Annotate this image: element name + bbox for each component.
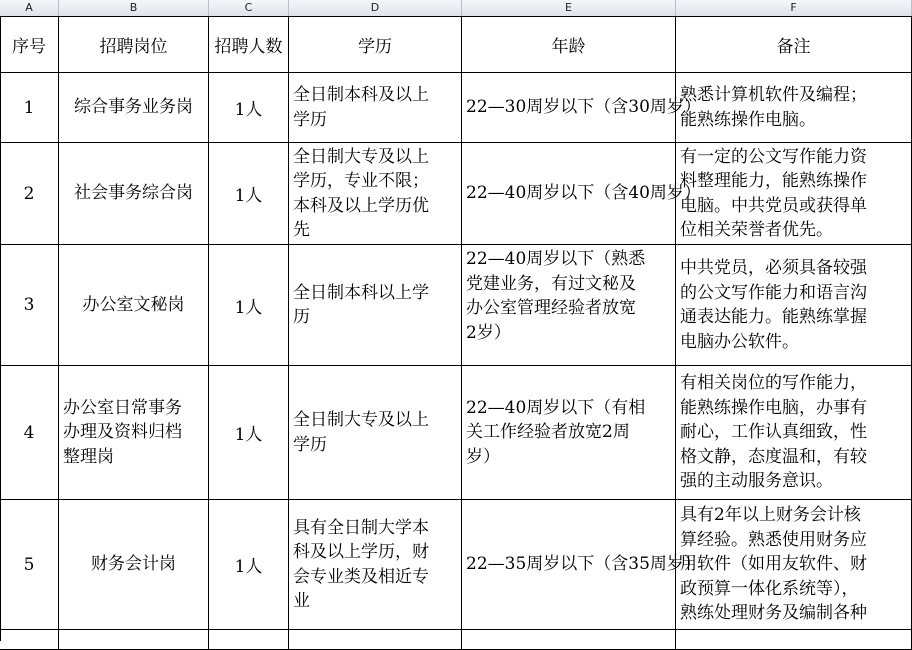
- row6-education[interactable]: [289, 630, 462, 650]
- row5-count[interactable]: [209, 500, 289, 630]
- grid-left-border: [0, 16, 1, 641]
- row4-remark[interactable]: [676, 366, 912, 500]
- row2-count[interactable]: [209, 143, 289, 245]
- row3-count-text: 1人: [234, 297, 263, 318]
- row1-seq-text: 1: [23, 97, 35, 118]
- row5-education-line: 会专业类及相近专: [293, 566, 429, 587]
- row3-age-line: 22—40周岁以下（熟悉: [466, 249, 646, 269]
- row2-age-line: 22—40周岁以下（含40周岁）: [466, 183, 701, 204]
- row4-education-line: 学历: [293, 434, 327, 455]
- row2-position[interactable]: [59, 143, 209, 245]
- row4-age[interactable]: [462, 366, 676, 500]
- column-header-f[interactable]: F: [676, 0, 912, 16]
- row4-count[interactable]: [209, 366, 289, 500]
- row1-education-line: 全日制本科及以上: [293, 85, 429, 105]
- row2-education-line: 全日制大专及以上: [293, 146, 429, 167]
- row3-remark-line: 通表达能力。能熟练掌握: [680, 307, 867, 327]
- row2-remark-line: 料整理能力，能熟练操作: [680, 171, 867, 191]
- row5-position-line: 财务会计岗: [91, 554, 176, 575]
- row2-remark-line: 有一定的公文写作能力资: [680, 146, 867, 167]
- row3-age-line: 办公室管理经验者放宽: [466, 298, 636, 318]
- row1-seq[interactable]: [0, 73, 59, 143]
- row1-remark[interactable]: [676, 73, 912, 143]
- row6-count[interactable]: [209, 630, 289, 650]
- row5-education-line: 具有全日制大学本: [293, 517, 429, 538]
- row5-education-line: 科及以上学历，财: [293, 542, 429, 562]
- row4-remark-line: 格文静，态度温和，有较: [680, 446, 867, 467]
- row4-position-line: 办公室日常事务: [63, 397, 182, 418]
- column-header-d[interactable]: D: [289, 0, 462, 16]
- row3-position-line: 办公室文秘岗: [82, 294, 185, 315]
- row2-education-line: 先: [293, 220, 310, 240]
- header-cell-count[interactable]: 招聘人数: [209, 16, 289, 73]
- column-header-c[interactable]: C: [209, 0, 289, 16]
- row2-remark-line: 位相关荣誉者优先。: [680, 220, 833, 240]
- row3-remark-line: 电脑办公软件。: [680, 331, 799, 352]
- row4-count-text: 1人: [234, 425, 263, 445]
- row5-remark-line: 政预算一体化系统等），: [680, 578, 859, 599]
- row1-count-text: 1人: [234, 100, 263, 120]
- row1-position[interactable]: [59, 73, 209, 143]
- row1-position-line: 综合事务业务岗: [74, 97, 193, 118]
- row4-remark-line: 耐心，工作认真细致，性: [680, 422, 867, 443]
- row5-age-line: 22—35周岁以下（含35周岁）: [466, 554, 701, 575]
- row3-education[interactable]: [289, 245, 462, 366]
- row6-age[interactable]: [462, 630, 676, 650]
- row3-age-line: 2岁）: [466, 322, 511, 343]
- row2-remark[interactable]: [676, 143, 912, 245]
- row4-position-line: 办理及资料归档: [63, 422, 182, 443]
- row6-remark[interactable]: [676, 630, 912, 650]
- row2-seq[interactable]: [0, 143, 59, 245]
- header-cell-seq[interactable]: 序号: [0, 16, 59, 73]
- row3-seq[interactable]: [0, 245, 59, 366]
- row1-remark-line: 能熟练操作电脑。: [680, 109, 816, 130]
- header-cell-education[interactable]: 学历: [289, 16, 462, 73]
- row4-position-line: 整理岗: [63, 446, 114, 467]
- row6-position[interactable]: [59, 630, 209, 650]
- row4-education[interactable]: [289, 366, 462, 500]
- row1-education[interactable]: [289, 73, 462, 143]
- row5-count-text: 1人: [234, 557, 263, 577]
- row5-remark-line: 具有2年以上财务会计核: [680, 505, 861, 526]
- row2-seq-text: 2: [23, 183, 35, 204]
- row3-seq-text: 3: [23, 295, 35, 315]
- row4-age-line: 关工作经验者放宽2周: [466, 422, 630, 443]
- row4-age-line: 岁）: [466, 446, 500, 467]
- row5-position[interactable]: [59, 500, 209, 630]
- header-cell-age[interactable]: 年龄: [462, 16, 676, 73]
- row3-count[interactable]: [209, 245, 289, 366]
- row5-remark-line: 算经验。熟悉使用财务应: [680, 529, 867, 550]
- row2-education[interactable]: [289, 143, 462, 245]
- column-header-bar: [0, 0, 912, 17]
- row4-remark-line: 能熟练操作电脑，办事有: [680, 397, 867, 418]
- row2-education-line: 学历，专业不限；: [293, 171, 429, 191]
- row4-seq[interactable]: [0, 366, 59, 500]
- column-header-b[interactable]: B: [59, 0, 209, 16]
- row5-remark[interactable]: [676, 500, 912, 630]
- row2-position-line: 社会事务综合岗: [74, 183, 193, 204]
- row1-education-line: 学历: [293, 109, 327, 130]
- row1-age[interactable]: [462, 73, 701, 143]
- row3-education-line: 全日制本科以上学: [293, 282, 429, 303]
- row4-remark-line: 有相关岗位的写作能力，: [680, 373, 867, 394]
- row3-remark-line: 中共党员，必须具备较强: [680, 258, 867, 278]
- row4-seq-text: 4: [23, 422, 35, 443]
- row2-education-line: 本科及以上学历优: [293, 195, 429, 216]
- header-cell-remark[interactable]: 备注: [676, 16, 912, 73]
- row3-education-line: 历: [293, 307, 310, 327]
- row5-remark-line: 用软件（如用友软件、财: [680, 554, 867, 575]
- row5-seq-text: 5: [23, 554, 35, 575]
- row2-remark-line: 电脑。中共党员或获得单: [680, 195, 867, 216]
- spreadsheet-grid: [0, 16, 912, 641]
- row4-position[interactable]: [59, 366, 209, 500]
- row3-age-line: 党建业务，有过文秘及: [466, 273, 636, 294]
- row5-education-line: 业: [293, 591, 310, 611]
- row5-seq[interactable]: [0, 500, 59, 630]
- row3-position[interactable]: [59, 245, 209, 366]
- row3-age[interactable]: [462, 245, 676, 366]
- row4-education-line: 全日制大专及以上: [293, 410, 429, 430]
- row6-seq[interactable]: [0, 630, 59, 650]
- row2-age[interactable]: [462, 143, 701, 245]
- row3-remark[interactable]: [676, 245, 912, 366]
- column-header-a[interactable]: A: [0, 0, 59, 16]
- row5-remark-line: 熟练处理财务及编制各种: [680, 603, 867, 624]
- row2-count-text: 1人: [234, 186, 263, 206]
- row5-age[interactable]: [462, 500, 701, 630]
- row3-remark-line: 的公文写作能力和语言沟: [680, 282, 867, 303]
- row1-count[interactable]: [209, 73, 289, 143]
- header-cell-position[interactable]: 招聘岗位: [59, 16, 209, 73]
- row4-age-line: 22—40周岁以下（有相: [466, 397, 646, 418]
- row4-remark-line: 强的主动服务意识。: [680, 471, 833, 492]
- row1-remark-line: 熟悉计算机软件及编程；: [680, 85, 867, 105]
- column-header-e[interactable]: E: [462, 0, 676, 16]
- row1-age-line: 22—30周岁以下（含30周岁）: [466, 97, 701, 118]
- row5-education[interactable]: [289, 500, 462, 630]
